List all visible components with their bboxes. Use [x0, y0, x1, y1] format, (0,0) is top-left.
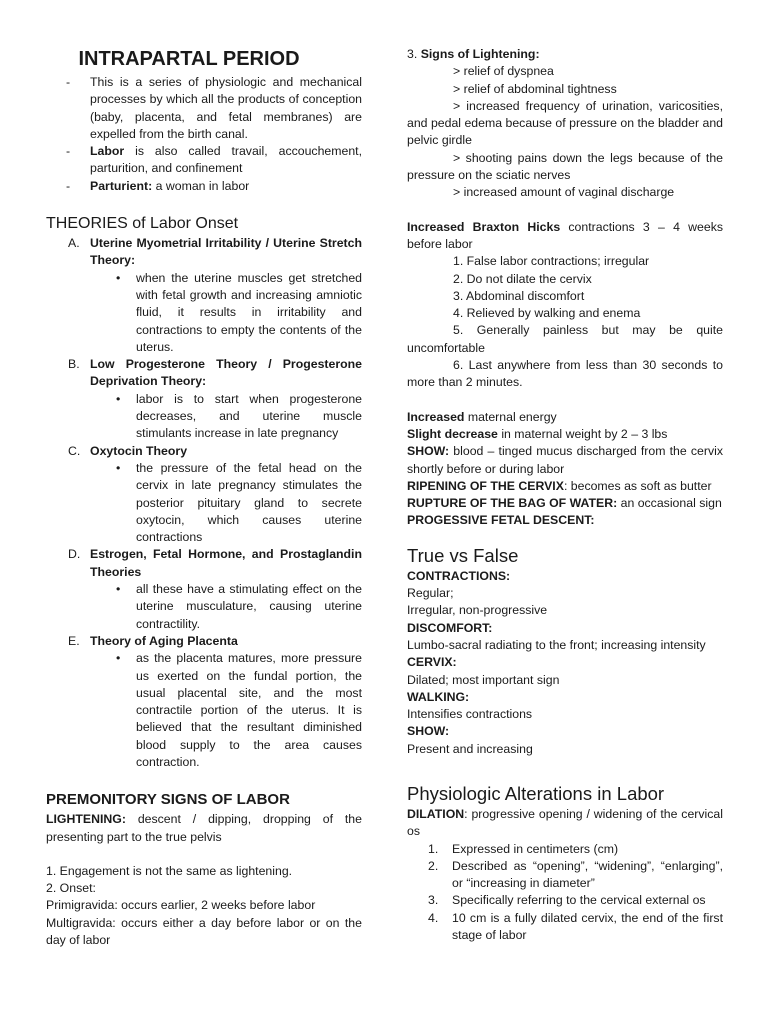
note-line: Primigravida: occurs earlier, 2 weeks before labor: [46, 898, 316, 913]
right-column: [407, 46, 723, 944]
tvf-line: Irregular, non-progressive: [407, 603, 548, 618]
dilation-paragraph: [407, 806, 723, 841]
sign2-line: [407, 495, 723, 512]
theory-body-text: as the placenta matures, more pressure us exerted on the fundal portion, the usual placental site, and the most contractile portion of the uterus. It is believed that the resultant diminished blood supply to the area causes contraction.: [136, 651, 362, 769]
sign2-text: maternal energy: [464, 409, 557, 424]
tvf-label-text: DISCOMFORT:: [407, 620, 493, 635]
tvf-label: [407, 620, 723, 637]
num-marker: 4.: [428, 910, 439, 925]
bullet-marker: •: [116, 651, 121, 666]
num-marker: 1.: [428, 841, 439, 856]
theories-list: [46, 546, 362, 581]
signs-label: Signs of Lightening:: [420, 47, 540, 61]
sign-item: > relief of dyspnea: [453, 64, 554, 79]
dilation-item: [407, 858, 723, 893]
theory-item: [46, 546, 362, 581]
theory-body: [46, 581, 362, 633]
sign2-line: [407, 409, 723, 426]
theory-body: [46, 391, 362, 443]
theory-item: [46, 235, 362, 270]
braxton-item: 6. Last anywhere from less than 30 seconds to more than 2 minutes.: [407, 358, 723, 390]
sign2-bold: SHOW:: [407, 444, 450, 459]
sign2-line: [407, 512, 723, 529]
tvf-label-text: CONTRACTIONS:: [407, 568, 511, 583]
bullet-marker: •: [116, 270, 121, 285]
sign2-text: an occasional sign: [617, 496, 722, 511]
tvf-line: Present and increasing: [407, 741, 533, 756]
dilation-item-text: Described as “opening”, “widening”, “enlarging”, or “increasing in diameter”: [452, 858, 723, 891]
braxton-item: 5. Generally painless but may be quite uncomfortable: [407, 323, 723, 355]
intro-list: [46, 74, 362, 195]
braxton-item: 4. Relieved by walking and enema: [453, 306, 641, 321]
dilation-item: [407, 892, 723, 909]
signs-number: 3.: [407, 47, 421, 61]
dash-marker: -: [66, 144, 71, 159]
theory-body-text: when the uterine muscles get stretched with fetal growth and increasing amniotic fluid, it results in irritability and contractions to empty the contents of the uterus.: [136, 270, 362, 354]
sign2-bold: RUPTURE OF THE BAG OF WATER:: [407, 496, 618, 511]
note-line: 1. Engagement is not the same as lightening.: [46, 863, 293, 878]
dilation-label: DILATION: [407, 806, 465, 821]
theory-marker: A.: [68, 236, 80, 251]
theory-title: Theory of Aging Placenta: [90, 633, 238, 648]
theories-list: [46, 235, 362, 270]
sign2-text: : becomes as soft as butter: [563, 478, 712, 493]
sign-item: > increased amount of vaginal discharge: [453, 185, 675, 200]
theory-item: [46, 633, 362, 650]
braxton-text: contractions 3 – 4 weeks before labor: [407, 219, 723, 251]
tvf-label: [407, 723, 723, 740]
braxton-bold: Increased Braxton Hicks: [407, 219, 561, 234]
theory-marker: E.: [68, 633, 80, 648]
sign2-bold: RIPENING OF THE CERVIX: [407, 478, 564, 493]
true-vs-false-heading: True vs False: [407, 544, 519, 566]
bullet-marker: •: [116, 460, 121, 475]
braxton-item: 2. Do not dilate the cervix: [453, 271, 592, 286]
sign-item: > increased frequency of urination, varicosities, and pedal edema because of pressure on the bladder and pelvic girdle: [407, 98, 723, 148]
sign2-bold: Slight decrease: [407, 426, 498, 441]
sign2-text: in maternal weight by 2 – 3 lbs: [497, 426, 668, 441]
intro-text: This is a series of physiologic and mechanical processes by which all the products of conception (baby, placenta, and fetal membranes) are expelled from the birth canal.: [90, 75, 362, 141]
dilation-item-text: Expressed in centimeters (cm): [452, 841, 619, 856]
lightening-paragraph: [46, 811, 362, 846]
sign2-bold: Increased: [407, 409, 465, 424]
sign-item: > relief of abdominal tightness: [453, 81, 617, 96]
sign2-text: blood – tinged mucus discharged from the cervix shortly before or during labor: [407, 444, 723, 476]
sign2-bold: PROGESSIVE FETAL DESCENT:: [407, 513, 595, 528]
theory-title: Low Progesterone Theory / Progesterone Deprivation Theory:: [90, 357, 362, 389]
theories-heading: THEORIES of Labor Onset: [46, 215, 239, 233]
dash-marker: -: [66, 178, 71, 193]
intro-item: [46, 74, 362, 143]
dilation-item-text: Specifically referring to the cervical external os: [452, 893, 706, 908]
num-marker: 2.: [428, 858, 439, 873]
physiologic-heading: Physiologic Alterations in Labor: [407, 782, 665, 804]
theory-marker: D.: [68, 547, 81, 562]
intro-item: [46, 143, 362, 178]
theory-title: Uterine Myometrial Irritability / Uterine Stretch Theory:: [90, 236, 362, 268]
note-line: 2. Onset:: [46, 881, 96, 896]
dilation-list: [407, 841, 723, 945]
tvf-label: [407, 689, 723, 706]
theory-item: [46, 356, 362, 391]
note-line: Multigravida: occurs either a day before labor or on the day of labor: [46, 915, 362, 948]
theory-title: Oxytocin Theory: [90, 443, 188, 458]
tvf-label-text: SHOW:: [407, 724, 450, 739]
theory-marker: B.: [68, 357, 80, 372]
intro-bold: Labor: [90, 144, 125, 159]
intro-text: a woman in labor: [152, 178, 250, 193]
tvf-line: Intensifies contractions: [407, 707, 533, 722]
theories-list: [46, 633, 362, 650]
intro-text: is also called travail, accouchement, parturition, and confinement: [90, 144, 362, 176]
tvf-line: Regular;: [407, 586, 454, 601]
dilation-item: [407, 841, 723, 858]
tvf-label: [407, 568, 723, 585]
dilation-item: [407, 910, 723, 945]
theories-list: [46, 356, 362, 391]
braxton-paragraph: [407, 219, 723, 254]
sign-item: > shooting pains down the legs because of the pressure on the sciatic nerves: [407, 150, 723, 183]
theory-body-text: labor is to start when progesterone decreases, and uterine muscle stimulants increase in late pregnancy: [136, 391, 362, 441]
tvf-line: Lumbo-sacral radiating to the front; increasing intensity: [407, 637, 706, 652]
dilation-item-text: 10 cm is a fully dilated cervix, the end of the first stage of labor: [452, 910, 723, 943]
theory-body-text: the pressure of the fetal head on the cervix in late pregnancy stimulates the posterior pituitary gland to secrete oxytocin, which causes uterine contractions: [136, 460, 362, 545]
dash-marker: -: [66, 75, 71, 89]
bullet-marker: •: [116, 391, 121, 406]
dilation-text: : progressive opening / widening of the cervical os: [407, 806, 723, 839]
intro-item: [46, 178, 362, 195]
braxton-item: 3. Abdominal discomfort: [453, 288, 585, 303]
theory-body-text: all these have a stimulating effect on the uterine musculature, causing uterine contractility.: [136, 582, 362, 631]
page-title: INTRAPARTAL PERIOD: [78, 48, 300, 70]
premonitory-heading: PREMONITORY SIGNS OF LABOR: [46, 791, 290, 809]
signs-heading: [407, 46, 723, 63]
theory-body: [46, 460, 362, 546]
intro-bold: Parturient:: [90, 178, 153, 193]
theory-title: Estrogen, Fetal Hormone, and Prostaglandin Theories: [90, 547, 362, 579]
theory-body: [46, 650, 362, 771]
theory-marker: C.: [68, 443, 81, 458]
tvf-label: [407, 654, 723, 671]
num-marker: 3.: [428, 893, 439, 908]
lightening-text: descent / dipping, dropping of the presenting part to the true pelvis: [46, 812, 362, 844]
lightening-label: LIGHTENING:: [46, 812, 126, 827]
theory-item: [46, 443, 362, 460]
sign2-line: [407, 478, 723, 495]
tvf-line: Dilated; most important sign: [407, 672, 560, 687]
tvf-label-text: CERVIX:: [407, 655, 457, 670]
braxton-item: 1. False labor contractions; irregular: [453, 254, 650, 269]
sign2-line: [407, 426, 723, 443]
theories-list: [46, 443, 362, 460]
bullet-marker: •: [116, 582, 121, 597]
theory-body: [46, 270, 362, 356]
sign2-line: [407, 443, 723, 478]
left-column: [46, 46, 362, 949]
tvf-label-text: WALKING:: [407, 689, 470, 704]
